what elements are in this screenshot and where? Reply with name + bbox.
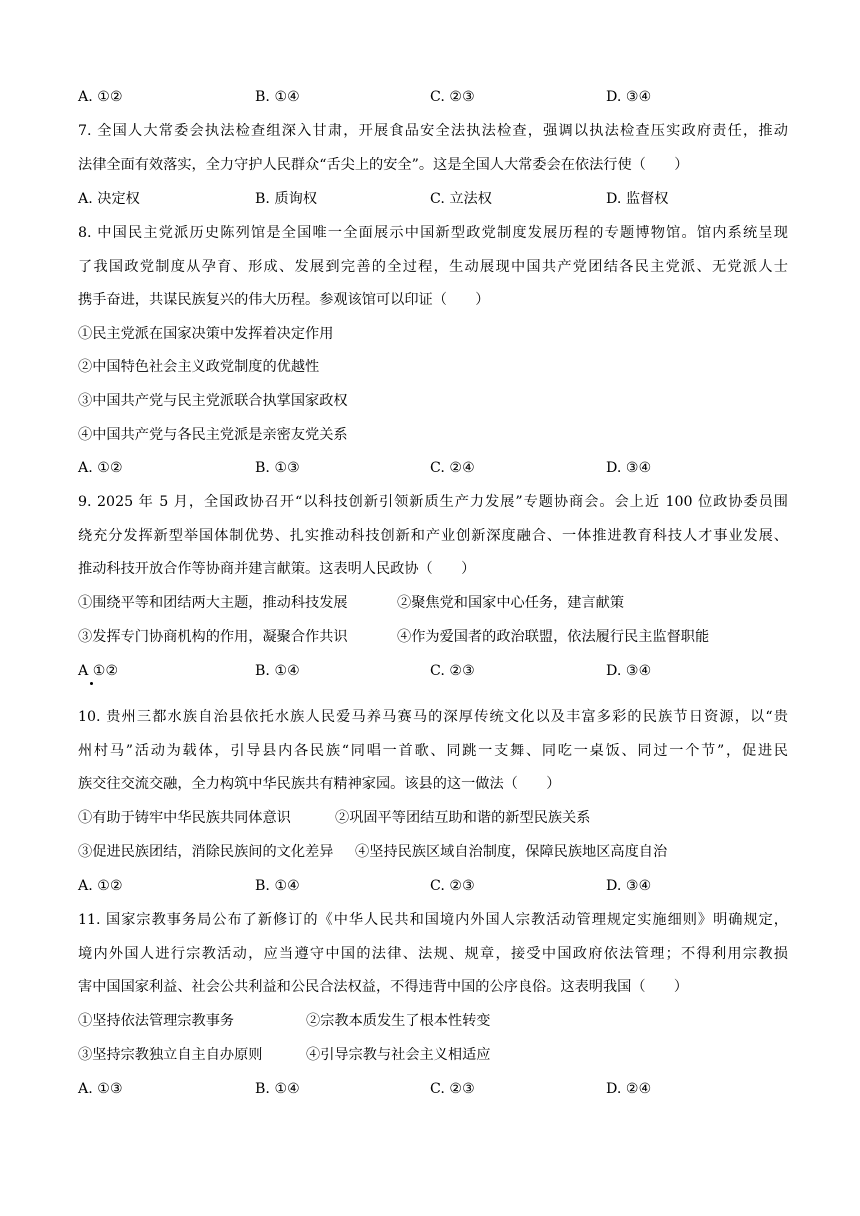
q9-option-d[interactable]: D. ③④ (606, 663, 652, 679)
q8-stem-line-2: 了我国政党制度从孕育、形成、发展到完善的全过程，生动展现中国共产党团结各民主党派、无党派人士 (78, 259, 788, 275)
q7-option-b[interactable]: B. 质询权 (255, 191, 318, 207)
q10-options (78, 876, 788, 896)
q9-stem-line-2: 绕充分发挥新型举国体制优势、扎实推动科技创新和产业创新深度融合、一体推进教育科技人才事业发展、 (78, 528, 788, 544)
q8-option-d[interactable]: D. ③④ (606, 460, 652, 476)
q11-options (78, 1079, 788, 1099)
q11-item-4: ④引导宗教与社会主义相适应 (306, 1047, 491, 1063)
stray-dot (90, 682, 93, 685)
q10-option-c[interactable]: C. ②③ (430, 878, 475, 894)
q6-option-a[interactable]: A. ①② (78, 89, 123, 105)
q8-stem-line-1: 8. 中国民主党派历史陈列馆是全国唯一全面展示中国新型政党制度发展历程的专题博物馆。馆内系统呈现 (78, 225, 788, 241)
q8-item-4: ④中国共产党与各民主党派是亲密友党关系 (78, 427, 348, 443)
q9-item-1: ①围绕平等和团结两大主题，推动科技发展 (78, 595, 348, 611)
q9-stem-line-1: 9. 2025 年 5 月，全国政协召开“以科技创新引领新质生产力发展”专题协商会。会上近 100 位政协委员围 (78, 494, 788, 510)
q8-stem-line-3: 携手奋进，共谋民族复兴的伟大历程。参观该馆可以印证（ ） (78, 292, 490, 308)
q9-item-2: ②聚焦党和国家中心任务，建言献策 (397, 595, 625, 611)
q9-option-a[interactable]: A ①② (78, 663, 119, 679)
q7-stem-line-2: 法律全面有效落实，全力守护人民群众“舌尖上的安全”。这是全国人大常委会在依法行使（ ） (78, 157, 689, 173)
q6-option-d[interactable]: D. ③④ (606, 89, 652, 105)
q11-stem-line-2: 境内外国人进行宗教活动，应当遵守中国的法律、法规、规章，接受中国政府依法管理；不得利用宗教损 (78, 946, 788, 962)
q11-option-c[interactable]: C. ②③ (430, 1081, 475, 1097)
q9-option-b[interactable]: B. ①④ (255, 663, 300, 679)
q7-options (78, 189, 788, 209)
q9-options (78, 661, 788, 681)
q9-item-3: ③发挥专门协商机构的作用，凝聚合作共识 (78, 629, 348, 645)
q10-item-2: ②巩固平等团结互助和谐的新型民族关系 (335, 810, 591, 826)
q8-item-2: ②中国特色社会主义政党制度的优越性 (78, 359, 320, 375)
q11-option-d[interactable]: D. ②④ (606, 1081, 652, 1097)
q10-option-a[interactable]: A. ①② (78, 878, 123, 894)
q9-stem-line-3: 推动科技开放合作等协商并建言献策。这表明人民政协（ ） (78, 561, 476, 577)
q6-options (78, 87, 788, 107)
q11-item-2: ②宗教本质发生了根本性转变 (306, 1013, 491, 1029)
q10-item-1: ①有助于铸牢中华民族共同体意识 (78, 810, 291, 826)
q7-option-a[interactable]: A. 决定权 (78, 191, 140, 207)
q6-option-b[interactable]: B. ①④ (255, 89, 300, 105)
q10-option-d[interactable]: D. ③④ (606, 878, 652, 894)
q9-item-4: ④作为爱国者的政治联盟，依法履行民主监督职能 (397, 629, 710, 645)
q11-stem-line-3: 害中国国家利益、社会公共利益和公民合法权益，不得违背中国的公序良俗。这表明我国（ ） (78, 979, 689, 995)
q11-item-3: ③坚持宗教独立自主自办原则 (78, 1047, 263, 1063)
q10-item-3: ③促进民族团结，消除民族间的文化差异 (78, 844, 334, 860)
q8-item-1: ①民主党派在国家决策中发挥着决定作用 (78, 326, 334, 342)
q11-option-a[interactable]: A. ①③ (78, 1081, 123, 1097)
q10-stem-line-3: 族交往交流交融，全力构筑中华民族共有精神家园。该县的这一做法（ ） (78, 776, 561, 792)
q8-options (78, 458, 788, 478)
q10-stem-line-1: 10. 贵州三都水族自治县依托水族人民爱马养马赛马的深厚传统文化以及丰富多彩的民族节日资源，以“贵 (78, 709, 788, 725)
q10-item-4: ④坚持民族区域自治制度，保障民族地区高度自治 (355, 844, 668, 860)
q11-stem-line-1: 11. 国家宗教事务局公布了新修订的《中华人民共和国境内外国人宗教活动管理规定实施细则》明确规定， (78, 912, 788, 928)
q10-option-b[interactable]: B. ①④ (255, 878, 300, 894)
q7-option-c[interactable]: C. 立法权 (430, 191, 492, 207)
q6-option-c[interactable]: C. ②③ (430, 89, 475, 105)
q8-item-3: ③中国共产党与民主党派联合执掌国家政权 (78, 393, 348, 409)
q7-option-d[interactable]: D. 监督权 (606, 191, 669, 207)
q11-item-1: ①坚持依法管理宗教事务 (78, 1013, 235, 1029)
q11-option-b[interactable]: B. ①④ (255, 1081, 300, 1097)
q8-option-a[interactable]: A. ①② (78, 460, 123, 476)
q8-option-c[interactable]: C. ②④ (430, 460, 475, 476)
q8-option-b[interactable]: B. ①③ (255, 460, 300, 476)
q10-stem-line-2: 州村马”活动为载体，引导县内各民族“同唱一首歌、同跳一支舞、同吃一桌饭、同过一个节”，促进民 (78, 743, 788, 759)
q7-stem-line-1: 7. 全国人大常委会执法检查组深入甘肃，开展食品安全法执法检查，强调以执法检查压实政府责任，推动 (78, 123, 788, 139)
q9-option-c[interactable]: C. ②③ (430, 663, 475, 679)
